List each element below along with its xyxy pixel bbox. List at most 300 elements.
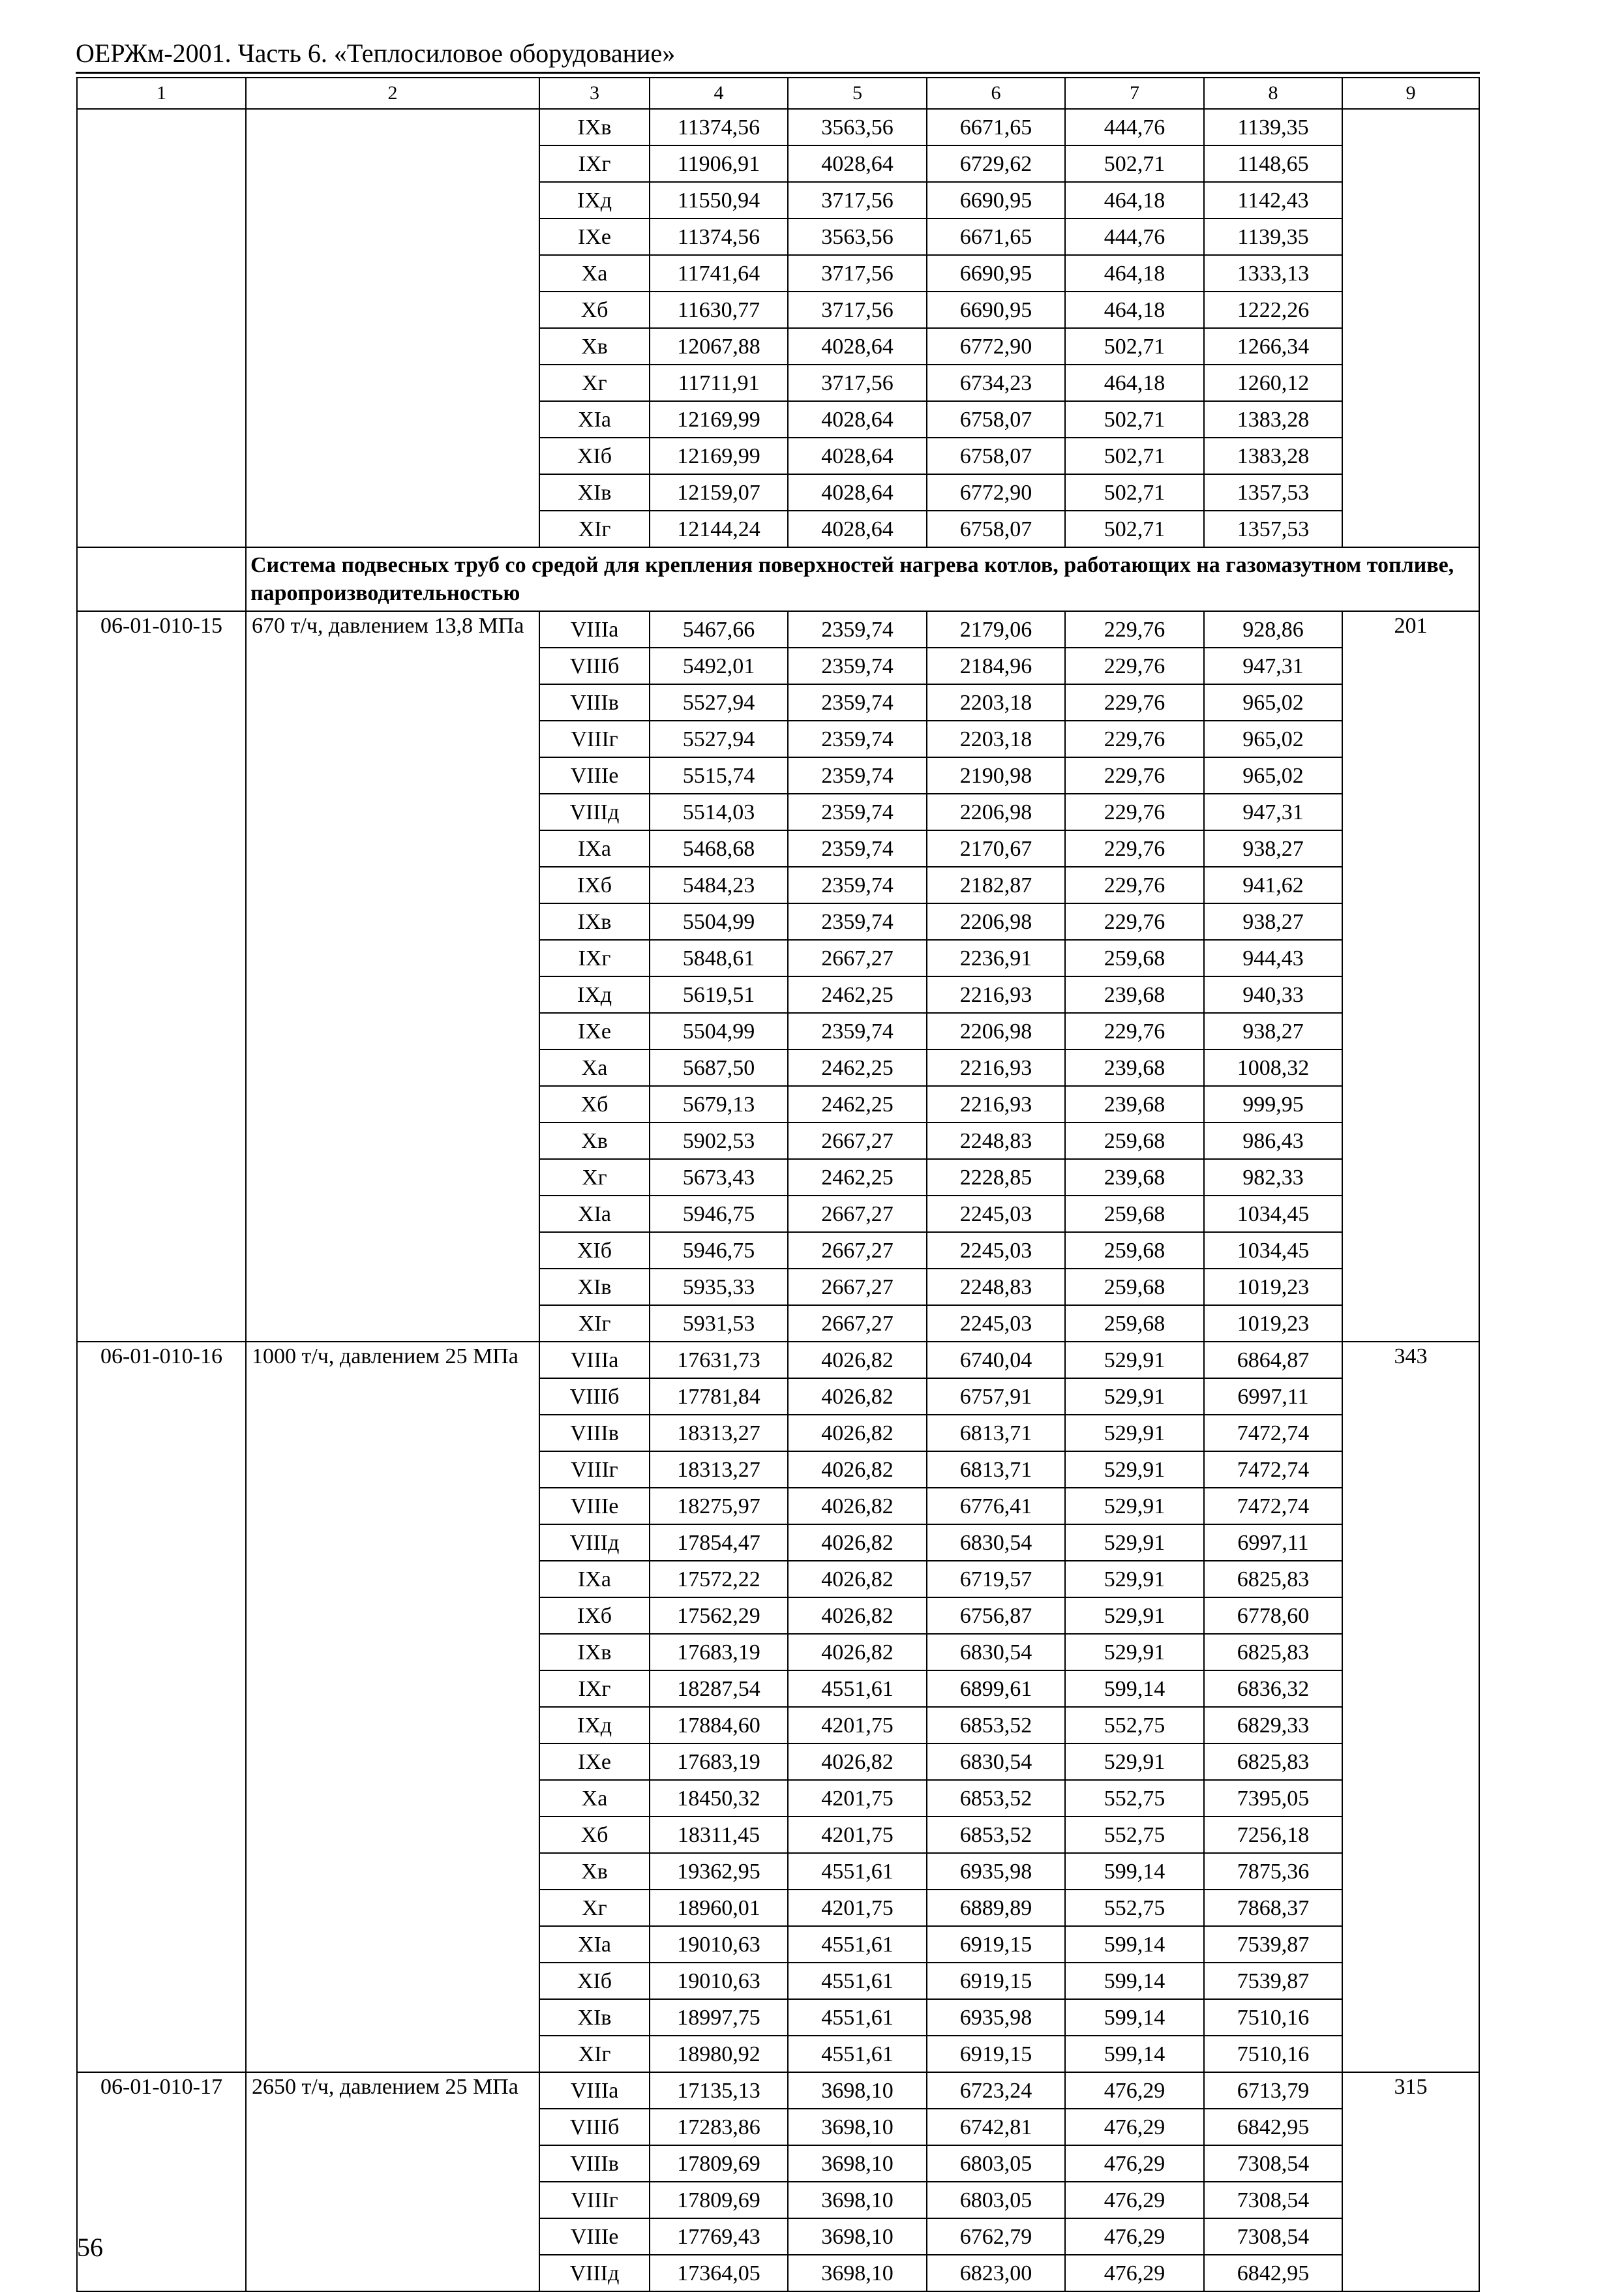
value-cell: 2359,74 [788, 721, 927, 757]
value-cell: 2236,91 [927, 940, 1065, 976]
value-cell: 229,76 [1065, 794, 1204, 830]
value-cell: 17364,05 [650, 2255, 788, 2291]
value-cell: 2667,27 [788, 1123, 927, 1159]
region-cell: Xб [539, 1817, 650, 1853]
value-cell: 529,91 [1065, 1524, 1204, 1561]
region-cell: IXв [539, 903, 650, 940]
value-cell: 3698,10 [788, 2255, 927, 2291]
value-cell: 6836,32 [1204, 1670, 1342, 1707]
value-cell: 7308,54 [1204, 2218, 1342, 2255]
value-cell: 1034,45 [1204, 1196, 1342, 1232]
value-cell: 4026,82 [788, 1561, 927, 1597]
region-cell: VIIIд [539, 794, 650, 830]
value-cell: 19362,95 [650, 1853, 788, 1890]
value-cell: 7472,74 [1204, 1451, 1342, 1488]
region-cell: VIIIе [539, 1488, 650, 1524]
value-cell: 6853,52 [927, 1780, 1065, 1817]
value-cell: 6690,95 [927, 292, 1065, 328]
region-cell: XIв [539, 1269, 650, 1305]
rate-description: 1000 т/ч, давлением 25 МПа [246, 1342, 539, 2072]
value-cell: 6713,79 [1204, 2072, 1342, 2109]
material-weight [1342, 109, 1479, 547]
value-cell: 7539,87 [1204, 1963, 1342, 1999]
value-cell: 5946,75 [650, 1196, 788, 1232]
region-cell: VIIIг [539, 1451, 650, 1488]
value-cell: 229,76 [1065, 903, 1204, 940]
value-cell: 476,29 [1065, 2145, 1204, 2182]
value-cell: 2182,87 [927, 867, 1065, 903]
value-cell: 476,29 [1065, 2182, 1204, 2218]
value-cell: 599,14 [1065, 1853, 1204, 1890]
value-cell: 17781,84 [650, 1378, 788, 1415]
value-cell: 6742,81 [927, 2109, 1065, 2145]
value-cell: 5504,99 [650, 1013, 788, 1049]
value-cell: 529,91 [1065, 1634, 1204, 1670]
region-cell: IXв [539, 109, 650, 145]
value-cell: 6778,60 [1204, 1597, 1342, 1634]
value-cell: 2462,25 [788, 1086, 927, 1123]
value-cell: 464,18 [1065, 292, 1204, 328]
column-number: 4 [650, 78, 788, 109]
value-cell: 6803,05 [927, 2182, 1065, 2218]
value-cell: 6889,89 [927, 1890, 1065, 1926]
value-cell: 7875,36 [1204, 1853, 1342, 1890]
region-cell: XIа [539, 401, 650, 438]
value-cell: 4026,82 [788, 1451, 927, 1488]
column-number: 1 [77, 78, 246, 109]
region-cell: XIб [539, 1963, 650, 1999]
value-cell: 4201,75 [788, 1817, 927, 1853]
value-cell: 2359,74 [788, 830, 927, 867]
value-cell: 11711,91 [650, 365, 788, 401]
value-cell: 5946,75 [650, 1232, 788, 1269]
value-cell: 17683,19 [650, 1743, 788, 1780]
value-cell: 229,76 [1065, 830, 1204, 867]
value-cell: 17884,60 [650, 1707, 788, 1743]
value-cell: 529,91 [1065, 1378, 1204, 1415]
value-cell: 6997,11 [1204, 1378, 1342, 1415]
value-cell: 3563,56 [788, 109, 927, 145]
value-cell: 502,71 [1065, 145, 1204, 182]
value-cell: 502,71 [1065, 328, 1204, 365]
value-cell: 18960,01 [650, 1890, 788, 1926]
value-cell: 3717,56 [788, 255, 927, 292]
value-cell: 259,68 [1065, 1305, 1204, 1342]
value-cell: 2248,83 [927, 1123, 1065, 1159]
value-cell: 2245,03 [927, 1305, 1065, 1342]
region-cell: VIIIа [539, 1342, 650, 1378]
value-cell: 552,75 [1065, 1780, 1204, 1817]
value-cell: 2245,03 [927, 1232, 1065, 1269]
value-cell: 6813,71 [927, 1451, 1065, 1488]
value-cell: 11374,56 [650, 219, 788, 255]
value-cell: 6758,07 [927, 401, 1065, 438]
value-cell: 529,91 [1065, 1561, 1204, 1597]
column-number: 5 [788, 78, 927, 109]
value-cell: 2359,74 [788, 794, 927, 830]
region-cell: VIIIг [539, 721, 650, 757]
value-cell: 259,68 [1065, 1123, 1204, 1159]
region-cell: Xа [539, 1780, 650, 1817]
value-cell: 3698,10 [788, 2145, 927, 2182]
value-cell: 529,91 [1065, 1342, 1204, 1378]
value-cell: 5514,03 [650, 794, 788, 830]
value-cell: 6935,98 [927, 1853, 1065, 1890]
region-cell: IXе [539, 1013, 650, 1049]
value-cell: 5527,94 [650, 684, 788, 721]
value-cell: 4028,64 [788, 438, 927, 474]
region-cell: XIб [539, 1232, 650, 1269]
value-cell: 986,43 [1204, 1123, 1342, 1159]
page-number: 56 [77, 2233, 103, 2262]
value-cell: 7472,74 [1204, 1415, 1342, 1451]
value-cell: 18450,32 [650, 1780, 788, 1817]
value-cell: 18313,27 [650, 1415, 788, 1451]
value-cell: 12159,07 [650, 474, 788, 511]
region-cell: Xв [539, 328, 650, 365]
rate-code: 06-01-010-15 [77, 611, 246, 1342]
region-cell: XIв [539, 1999, 650, 2036]
value-cell: 6919,15 [927, 1963, 1065, 1999]
material-weight: 343 [1342, 1342, 1479, 2072]
value-cell: 6758,07 [927, 438, 1065, 474]
value-cell: 4026,82 [788, 1524, 927, 1561]
value-cell: 4026,82 [788, 1378, 927, 1415]
table-row [77, 109, 1479, 145]
value-cell: 4551,61 [788, 1963, 927, 1999]
region-cell: VIIIб [539, 648, 650, 684]
value-cell: 940,33 [1204, 976, 1342, 1013]
value-cell: 18980,92 [650, 2036, 788, 2072]
table-body [77, 78, 1479, 2291]
value-cell: 2190,98 [927, 757, 1065, 794]
value-cell: 5935,33 [650, 1269, 788, 1305]
value-cell: 6919,15 [927, 1926, 1065, 1963]
value-cell: 6864,87 [1204, 1342, 1342, 1378]
value-cell: 259,68 [1065, 1269, 1204, 1305]
value-cell: 552,75 [1065, 1890, 1204, 1926]
value-cell: 2206,98 [927, 903, 1065, 940]
value-cell: 7868,37 [1204, 1890, 1342, 1926]
value-cell: 2203,18 [927, 721, 1065, 757]
value-cell: 2359,74 [788, 1013, 927, 1049]
value-cell: 18287,54 [650, 1670, 788, 1707]
value-cell: 5492,01 [650, 648, 788, 684]
value-cell: 12169,99 [650, 401, 788, 438]
section-title: Система подвесных труб со средой для крепления поверхностей нагрева котлов, работающих на газомазутном топливе, паропроизводительностью [246, 547, 1479, 611]
value-cell: 6723,24 [927, 2072, 1065, 2109]
value-cell: 3717,56 [788, 365, 927, 401]
value-cell: 6690,95 [927, 182, 1065, 219]
value-cell: 2667,27 [788, 1232, 927, 1269]
value-cell: 1034,45 [1204, 1232, 1342, 1269]
value-cell: 5515,74 [650, 757, 788, 794]
region-cell: IXв [539, 1634, 650, 1670]
value-cell: 6830,54 [927, 1634, 1065, 1670]
value-cell: 2667,27 [788, 940, 927, 976]
value-cell: 476,29 [1065, 2218, 1204, 2255]
value-cell: 965,02 [1204, 757, 1342, 794]
region-cell: VIIIд [539, 1524, 650, 1561]
region-cell: Xа [539, 255, 650, 292]
value-cell: 5468,68 [650, 830, 788, 867]
value-cell: 11630,77 [650, 292, 788, 328]
value-cell: 938,27 [1204, 903, 1342, 940]
value-cell: 12144,24 [650, 511, 788, 547]
value-cell: 6825,83 [1204, 1634, 1342, 1670]
value-cell: 4551,61 [788, 1926, 927, 1963]
value-cell: 259,68 [1065, 940, 1204, 976]
value-cell: 18311,45 [650, 1817, 788, 1853]
value-cell: 5484,23 [650, 867, 788, 903]
value-cell: 2206,98 [927, 1013, 1065, 1049]
region-cell: VIIIа [539, 611, 650, 648]
value-cell: 2170,67 [927, 830, 1065, 867]
value-cell: 3698,10 [788, 2109, 927, 2145]
value-cell: 6756,87 [927, 1597, 1065, 1634]
region-cell: IXа [539, 1561, 650, 1597]
value-cell: 5931,53 [650, 1305, 788, 1342]
value-cell: 7539,87 [1204, 1926, 1342, 1963]
column-number: 8 [1204, 78, 1342, 109]
region-cell: VIIIг [539, 2182, 650, 2218]
region-cell: IXе [539, 1743, 650, 1780]
value-cell: 502,71 [1065, 511, 1204, 547]
value-cell: 239,68 [1065, 1049, 1204, 1086]
region-cell: XIв [539, 474, 650, 511]
value-cell: 476,29 [1065, 2072, 1204, 2109]
value-cell: 12067,88 [650, 328, 788, 365]
value-cell: 4201,75 [788, 1707, 927, 1743]
region-cell: XIг [539, 1305, 650, 1342]
value-cell: 7256,18 [1204, 1817, 1342, 1853]
value-cell: 599,14 [1065, 1963, 1204, 1999]
value-cell: 229,76 [1065, 757, 1204, 794]
rate-code: 06-01-010-17 [77, 2072, 246, 2291]
value-cell: 552,75 [1065, 1707, 1204, 1743]
value-cell: 1139,35 [1204, 219, 1342, 255]
value-cell: 7510,16 [1204, 2036, 1342, 2072]
value-cell: 6853,52 [927, 1707, 1065, 1743]
value-cell: 4028,64 [788, 511, 927, 547]
region-cell: IXг [539, 1670, 650, 1707]
value-cell: 6919,15 [927, 2036, 1065, 2072]
value-cell: 5679,13 [650, 1086, 788, 1123]
value-cell: 1019,23 [1204, 1269, 1342, 1305]
table-row [77, 1342, 1479, 1378]
value-cell: 6825,83 [1204, 1743, 1342, 1780]
value-cell: 17769,43 [650, 2218, 788, 2255]
value-cell: 999,95 [1204, 1086, 1342, 1123]
region-cell: VIIIа [539, 2072, 650, 2109]
value-cell: 6671,65 [927, 109, 1065, 145]
value-cell: 4026,82 [788, 1415, 927, 1451]
value-cell: 2248,83 [927, 1269, 1065, 1305]
value-cell: 17809,69 [650, 2182, 788, 2218]
region-cell: Xг [539, 1890, 650, 1926]
value-cell: 464,18 [1065, 255, 1204, 292]
value-cell: 2216,93 [927, 1049, 1065, 1086]
value-cell: 18997,75 [650, 1999, 788, 2036]
column-number: 2 [246, 78, 539, 109]
region-cell: IXб [539, 867, 650, 903]
region-cell: VIIIб [539, 1378, 650, 1415]
value-cell: 2184,96 [927, 648, 1065, 684]
value-cell: 4551,61 [788, 1999, 927, 2036]
value-cell: 3698,10 [788, 2182, 927, 2218]
value-cell: 529,91 [1065, 1743, 1204, 1780]
value-cell: 17135,13 [650, 2072, 788, 2109]
column-number: 6 [927, 78, 1065, 109]
value-cell: 4028,64 [788, 145, 927, 182]
value-cell: 2667,27 [788, 1305, 927, 1342]
region-cell: VIIIв [539, 684, 650, 721]
value-cell: 229,76 [1065, 721, 1204, 757]
value-cell: 1333,13 [1204, 255, 1342, 292]
value-cell: 259,68 [1065, 1196, 1204, 1232]
value-cell: 2179,06 [927, 611, 1065, 648]
value-cell: 5902,53 [650, 1123, 788, 1159]
value-cell: 5504,99 [650, 903, 788, 940]
region-cell: VIIIе [539, 757, 650, 794]
value-cell: 6842,95 [1204, 2255, 1342, 2291]
region-cell: VIIIв [539, 2145, 650, 2182]
value-cell: 11741,64 [650, 255, 788, 292]
region-cell: IXг [539, 940, 650, 976]
value-cell: 1148,65 [1204, 145, 1342, 182]
value-cell: 4028,64 [788, 401, 927, 438]
value-cell: 476,29 [1065, 2109, 1204, 2145]
value-cell: 965,02 [1204, 684, 1342, 721]
value-cell: 11374,56 [650, 109, 788, 145]
value-cell: 464,18 [1065, 365, 1204, 401]
value-cell: 2462,25 [788, 976, 927, 1013]
value-cell: 7510,16 [1204, 1999, 1342, 2036]
value-cell: 3698,10 [788, 2218, 927, 2255]
value-cell: 2462,25 [788, 1049, 927, 1086]
region-cell: Xв [539, 1853, 650, 1890]
value-cell: 2228,85 [927, 1159, 1065, 1196]
value-cell: 6758,07 [927, 511, 1065, 547]
value-cell: 2667,27 [788, 1269, 927, 1305]
value-cell: 1357,53 [1204, 474, 1342, 511]
value-cell: 229,76 [1065, 611, 1204, 648]
table-row [77, 2072, 1479, 2109]
value-cell: 2359,74 [788, 648, 927, 684]
value-cell: 2462,25 [788, 1159, 927, 1196]
value-cell: 4551,61 [788, 1670, 927, 1707]
value-cell: 1139,35 [1204, 109, 1342, 145]
value-cell: 6772,90 [927, 474, 1065, 511]
value-cell: 6671,65 [927, 219, 1065, 255]
value-cell: 4551,61 [788, 1853, 927, 1890]
region-cell: VIIIв [539, 1415, 650, 1451]
region-cell: Xг [539, 1159, 650, 1196]
value-cell: 1222,26 [1204, 292, 1342, 328]
region-cell: Xв [539, 1123, 650, 1159]
value-cell: 19010,63 [650, 1963, 788, 1999]
value-cell: 2216,93 [927, 1086, 1065, 1123]
region-cell: IXа [539, 830, 650, 867]
value-cell: 6734,23 [927, 365, 1065, 401]
value-cell: 1266,34 [1204, 328, 1342, 365]
value-cell: 444,76 [1065, 109, 1204, 145]
region-cell: XIб [539, 438, 650, 474]
value-cell: 229,76 [1065, 684, 1204, 721]
value-cell: 17572,22 [650, 1561, 788, 1597]
value-cell: 502,71 [1065, 474, 1204, 511]
value-cell: 12169,99 [650, 438, 788, 474]
value-cell: 239,68 [1065, 1086, 1204, 1123]
value-cell: 599,14 [1065, 1926, 1204, 1963]
value-cell: 1260,12 [1204, 365, 1342, 401]
value-cell: 1383,28 [1204, 438, 1342, 474]
region-cell: Xб [539, 1086, 650, 1123]
rate-code [77, 109, 246, 547]
value-cell: 529,91 [1065, 1451, 1204, 1488]
value-cell: 7472,74 [1204, 1488, 1342, 1524]
page-header: ОЕРЖм-2001. Часть 6. «Теплосиловое оборудование» [76, 38, 676, 68]
value-cell: 3563,56 [788, 219, 927, 255]
region-cell: IXд [539, 976, 650, 1013]
value-cell: 2359,74 [788, 611, 927, 648]
value-cell: 18275,97 [650, 1488, 788, 1524]
value-cell: 6690,95 [927, 255, 1065, 292]
value-cell: 529,91 [1065, 1488, 1204, 1524]
value-cell: 239,68 [1065, 976, 1204, 1013]
value-cell: 6997,11 [1204, 1524, 1342, 1561]
value-cell: 229,76 [1065, 867, 1204, 903]
value-cell: 18313,27 [650, 1451, 788, 1488]
value-cell: 6825,83 [1204, 1561, 1342, 1597]
value-cell: 17283,86 [650, 2109, 788, 2145]
value-cell: 4026,82 [788, 1488, 927, 1524]
value-cell: 4201,75 [788, 1890, 927, 1926]
value-cell: 6719,57 [927, 1561, 1065, 1597]
value-cell: 502,71 [1065, 438, 1204, 474]
value-cell: 599,14 [1065, 1999, 1204, 2036]
value-cell: 6772,90 [927, 328, 1065, 365]
value-cell: 4028,64 [788, 328, 927, 365]
value-cell: 4026,82 [788, 1342, 927, 1378]
value-cell: 6757,91 [927, 1378, 1065, 1415]
value-cell: 6829,33 [1204, 1707, 1342, 1743]
value-cell: 17562,29 [650, 1597, 788, 1634]
region-cell: VIIIб [539, 2109, 650, 2145]
value-cell: 7308,54 [1204, 2182, 1342, 2218]
region-cell: VIIIе [539, 2218, 650, 2255]
rate-description: 2650 т/ч, давлением 25 МПа [246, 2072, 539, 2291]
value-cell: 4551,61 [788, 2036, 927, 2072]
value-cell: 947,31 [1204, 794, 1342, 830]
region-cell: IXе [539, 219, 650, 255]
value-cell: 4026,82 [788, 1634, 927, 1670]
region-cell: IXб [539, 1597, 650, 1634]
value-cell: 11906,91 [650, 145, 788, 182]
value-cell: 4201,75 [788, 1780, 927, 1817]
value-cell: 6853,52 [927, 1817, 1065, 1853]
value-cell: 502,71 [1065, 401, 1204, 438]
value-cell: 599,14 [1065, 2036, 1204, 2072]
table-row [77, 611, 1479, 648]
value-cell: 3717,56 [788, 182, 927, 219]
value-cell: 965,02 [1204, 721, 1342, 757]
value-cell: 6762,79 [927, 2218, 1065, 2255]
region-cell: VIIIд [539, 2255, 650, 2291]
region-cell: Xа [539, 1049, 650, 1086]
value-cell: 5619,51 [650, 976, 788, 1013]
column-number: 9 [1342, 78, 1479, 109]
